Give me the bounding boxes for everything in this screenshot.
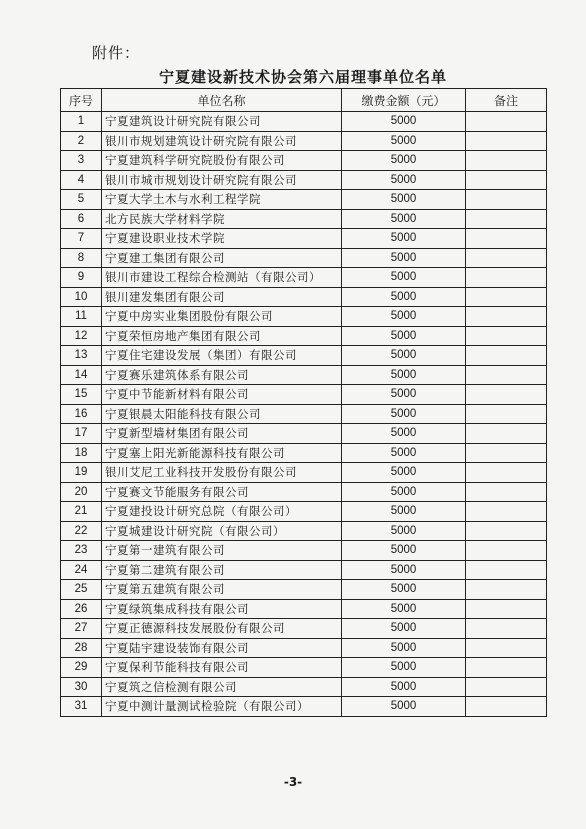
- table-row: [61, 112, 547, 132]
- cell-fee: 5000: [342, 229, 466, 249]
- cell-num: 29: [61, 658, 102, 678]
- cell-num: 21: [61, 502, 102, 522]
- table-row: [61, 307, 547, 327]
- table-row: [61, 560, 547, 580]
- cell-fee: 5000: [342, 658, 466, 678]
- cell-unit-name: 宁夏赛文节能服务有限公司: [102, 482, 342, 502]
- member-table: [60, 88, 547, 717]
- cell-note: [466, 151, 547, 171]
- table-row: [61, 638, 547, 658]
- cell-fee: 5000: [342, 346, 466, 366]
- cell-fee: 5000: [342, 443, 466, 463]
- cell-unit-name: 宁夏建工集团有限公司: [102, 248, 342, 268]
- cell-fee: 5000: [342, 619, 466, 639]
- cell-num: 31: [61, 697, 102, 717]
- cell-note: [466, 248, 547, 268]
- table-row: [61, 151, 547, 171]
- page-number: -3-: [283, 775, 303, 789]
- cell-note: [466, 287, 547, 307]
- cell-unit-name: 宁夏绿筑集成科技有限公司: [102, 599, 342, 619]
- table-row: [61, 170, 547, 190]
- cell-unit-name: 宁夏中节能新材料有限公司: [102, 385, 342, 405]
- cell-unit-name: 银川市规划建筑设计研究院有限公司: [102, 131, 342, 151]
- table-header-row: [61, 89, 547, 112]
- cell-fee: 5000: [342, 463, 466, 483]
- cell-unit-name: 宁夏新型墙材集团有限公司: [102, 424, 342, 444]
- cell-note: [466, 404, 547, 424]
- cell-num: 12: [61, 326, 102, 346]
- cell-unit-name: 宁夏陆宇建设装饰有限公司: [102, 638, 342, 658]
- cell-note: [466, 560, 547, 580]
- cell-num: 8: [61, 248, 102, 268]
- cell-fee: 5000: [342, 170, 466, 190]
- cell-num: 20: [61, 482, 102, 502]
- cell-fee: 5000: [342, 365, 466, 385]
- cell-fee: 5000: [342, 638, 466, 658]
- cell-fee: 5000: [342, 697, 466, 717]
- cell-fee: 5000: [342, 385, 466, 405]
- cell-note: [466, 170, 547, 190]
- cell-num: 9: [61, 268, 102, 288]
- cell-unit-name: 银川建发集团有限公司: [102, 287, 342, 307]
- cell-unit-name: 宁夏住宅建设发展（集团）有限公司: [102, 346, 342, 366]
- document-title: 宁夏建设新技术协会第六届理事单位名单: [158, 68, 447, 86]
- cell-fee: 5000: [342, 677, 466, 697]
- cell-note: [466, 502, 547, 522]
- cell-unit-name: 北方民族大学材料学院: [102, 209, 342, 229]
- column-header-fee: 缴费金额（元）: [342, 89, 466, 112]
- table-row: [61, 385, 547, 405]
- cell-fee: 5000: [342, 326, 466, 346]
- cell-num: 1: [61, 112, 102, 132]
- table-row: [61, 541, 547, 561]
- table-row: [61, 619, 547, 639]
- cell-unit-name: 宁夏建筑科学研究院股份有限公司: [102, 151, 342, 171]
- table-row: [61, 502, 547, 522]
- cell-unit-name: 宁夏建筑设计研究院有限公司: [102, 112, 342, 132]
- table-row: [61, 404, 547, 424]
- table-row: [61, 677, 547, 697]
- table-row: [61, 229, 547, 249]
- cell-num: 28: [61, 638, 102, 658]
- cell-note: [466, 541, 547, 561]
- table-row: [61, 482, 547, 502]
- cell-note: [466, 619, 547, 639]
- cell-unit-name: 宁夏城建设计研究院（有限公司）: [102, 521, 342, 541]
- cell-fee: 5000: [342, 248, 466, 268]
- column-header-num: 序号: [61, 89, 102, 112]
- cell-note: [466, 346, 547, 366]
- cell-note: [466, 385, 547, 405]
- cell-unit-name: 宁夏第二建筑有限公司: [102, 560, 342, 580]
- cell-unit-name: 宁夏荣恒房地产集团有限公司: [102, 326, 342, 346]
- cell-note: [466, 131, 547, 151]
- cell-num: 14: [61, 365, 102, 385]
- cell-num: 10: [61, 287, 102, 307]
- cell-unit-name: 宁夏赛乐建筑体系有限公司: [102, 365, 342, 385]
- cell-num: 5: [61, 190, 102, 210]
- column-header-name: 单位名称: [102, 89, 342, 112]
- cell-num: 17: [61, 424, 102, 444]
- cell-note: [466, 463, 547, 483]
- table-row: [61, 131, 547, 151]
- cell-fee: 5000: [342, 307, 466, 327]
- cell-note: [466, 521, 547, 541]
- cell-unit-name: 宁夏正德源科技发展股份有限公司: [102, 619, 342, 639]
- cell-fee: 5000: [342, 424, 466, 444]
- cell-note: [466, 638, 547, 658]
- cell-num: 25: [61, 580, 102, 600]
- cell-unit-name: 宁夏中房实业集团股份有限公司: [102, 307, 342, 327]
- cell-num: 24: [61, 560, 102, 580]
- table-row: [61, 326, 547, 346]
- cell-num: 16: [61, 404, 102, 424]
- attachment-label: 附件：: [92, 44, 141, 62]
- cell-fee: 5000: [342, 151, 466, 171]
- cell-fee: 5000: [342, 190, 466, 210]
- cell-fee: 5000: [342, 404, 466, 424]
- cell-note: [466, 365, 547, 385]
- cell-unit-name: 银川市建设工程综合检测站（有限公司）: [102, 268, 342, 288]
- cell-num: 27: [61, 619, 102, 639]
- table-row: [61, 443, 547, 463]
- column-header-note: 备注: [466, 89, 547, 112]
- cell-unit-name: 银川艾尼工业科技开发股份有限公司: [102, 463, 342, 483]
- cell-num: 19: [61, 463, 102, 483]
- cell-fee: 5000: [342, 209, 466, 229]
- cell-note: [466, 677, 547, 697]
- cell-fee: 5000: [342, 541, 466, 561]
- table-row: [61, 599, 547, 619]
- cell-num: 18: [61, 443, 102, 463]
- cell-unit-name: 宁夏塞上阳光新能源科技有限公司: [102, 443, 342, 463]
- table-row: [61, 463, 547, 483]
- cell-fee: 5000: [342, 287, 466, 307]
- cell-num: 2: [61, 131, 102, 151]
- table-row: [61, 658, 547, 678]
- cell-unit-name: 银川市城市规划设计研究院有限公司: [102, 170, 342, 190]
- cell-num: 15: [61, 385, 102, 405]
- cell-num: 11: [61, 307, 102, 327]
- table-row: [61, 209, 547, 229]
- cell-note: [466, 326, 547, 346]
- table-row: [61, 248, 547, 268]
- table-row: [61, 287, 547, 307]
- cell-unit-name: 宁夏中测计量测试检验院（有限公司）: [102, 697, 342, 717]
- cell-num: 4: [61, 170, 102, 190]
- cell-num: 23: [61, 541, 102, 561]
- cell-num: 30: [61, 677, 102, 697]
- cell-unit-name: 宁夏建设职业技术学院: [102, 229, 342, 249]
- cell-note: [466, 424, 547, 444]
- cell-note: [466, 697, 547, 717]
- table-row: [61, 268, 547, 288]
- cell-note: [466, 599, 547, 619]
- cell-fee: 5000: [342, 112, 466, 132]
- table-row: [61, 346, 547, 366]
- cell-fee: 5000: [342, 599, 466, 619]
- cell-note: [466, 229, 547, 249]
- cell-unit-name: 宁夏建投设计研究总院（有限公司）: [102, 502, 342, 522]
- cell-unit-name: 宁夏银晨太阳能科技有限公司: [102, 404, 342, 424]
- cell-num: 26: [61, 599, 102, 619]
- cell-num: 7: [61, 229, 102, 249]
- cell-fee: 5000: [342, 502, 466, 522]
- table-row: [61, 580, 547, 600]
- table-body: [61, 112, 547, 717]
- table-row: [61, 190, 547, 210]
- cell-unit-name: 宁夏第五建筑有限公司: [102, 580, 342, 600]
- cell-fee: 5000: [342, 560, 466, 580]
- cell-fee: 5000: [342, 580, 466, 600]
- cell-fee: 5000: [342, 482, 466, 502]
- cell-fee: 5000: [342, 131, 466, 151]
- table-row: [61, 697, 547, 717]
- cell-num: 13: [61, 346, 102, 366]
- cell-num: 6: [61, 209, 102, 229]
- cell-note: [466, 112, 547, 132]
- cell-note: [466, 190, 547, 210]
- cell-note: [466, 307, 547, 327]
- cell-unit-name: 宁夏第一建筑有限公司: [102, 541, 342, 561]
- table-row: [61, 521, 547, 541]
- cell-fee: 5000: [342, 521, 466, 541]
- cell-note: [466, 580, 547, 600]
- cell-note: [466, 443, 547, 463]
- cell-num: 22: [61, 521, 102, 541]
- cell-unit-name: 宁夏大学土木与水利工程学院: [102, 190, 342, 210]
- cell-num: 3: [61, 151, 102, 171]
- cell-unit-name: 宁夏筑之信检测有限公司: [102, 677, 342, 697]
- cell-note: [466, 482, 547, 502]
- table-row: [61, 365, 547, 385]
- cell-fee: 5000: [342, 268, 466, 288]
- cell-unit-name: 宁夏保利节能科技有限公司: [102, 658, 342, 678]
- cell-note: [466, 268, 547, 288]
- table-row: [61, 424, 547, 444]
- cell-note: [466, 658, 547, 678]
- cell-note: [466, 209, 547, 229]
